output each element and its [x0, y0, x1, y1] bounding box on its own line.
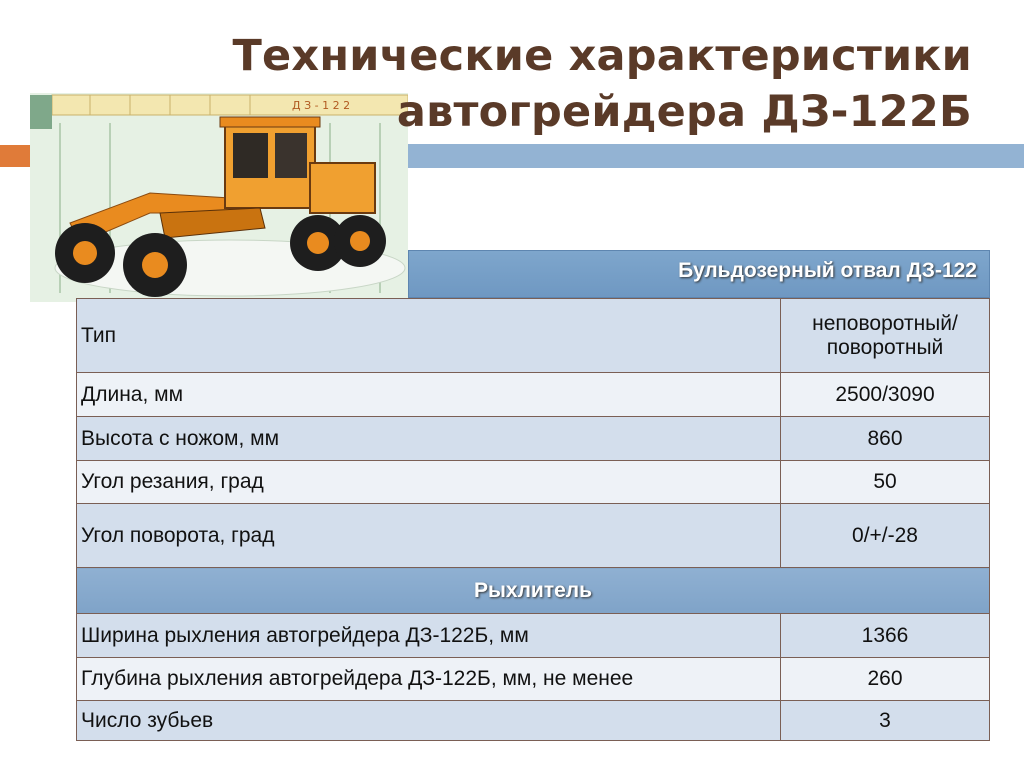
row-value-line1: неповоротный/	[812, 311, 958, 335]
accent-bar-orange	[0, 145, 30, 167]
row-value: 2500/3090	[781, 373, 990, 417]
row-label: Угол поворота, град	[77, 504, 781, 568]
page-title-line2: автогрейдера ДЗ-122Б	[396, 87, 972, 137]
table-row	[77, 701, 990, 741]
ripper-section-header	[77, 568, 990, 614]
row-value: 0/+/-28	[781, 504, 990, 568]
table-row	[77, 417, 990, 461]
table-row	[77, 373, 990, 417]
table-row	[77, 299, 990, 373]
row-value: 3	[781, 701, 990, 741]
row-value-line2: поворотный	[826, 335, 944, 359]
row-value: 260	[781, 658, 990, 701]
table-row	[77, 658, 990, 701]
row-value: 860	[781, 417, 990, 461]
row-value: 1366	[781, 614, 990, 658]
table-row	[77, 614, 990, 658]
row-label: Высота с ножом, мм	[77, 417, 781, 461]
blade-section-title: Бульдозерный отвал ДЗ-122	[678, 259, 977, 282]
page-title	[232, 28, 972, 140]
sign-text: Д З - 1 2 2	[292, 99, 351, 112]
table-row	[77, 461, 990, 504]
row-label: Длина, мм	[77, 373, 781, 417]
ripper-section-title: Рыхлитель	[77, 568, 990, 614]
row-value: 50	[781, 461, 990, 504]
spec-table	[76, 298, 990, 741]
blade-section-header	[408, 250, 990, 298]
row-label: Глубина рыхления автогрейдера ДЗ-122Б, мм, не менее	[77, 658, 781, 701]
row-label: Ширина рыхления автогрейдера ДЗ-122Б, мм	[77, 614, 781, 658]
table-row	[77, 504, 990, 568]
page-title-line1: Технические характеристики	[232, 31, 972, 81]
row-label: Угол резания, град	[77, 461, 781, 504]
row-label: Тип	[77, 299, 781, 373]
row-value	[781, 299, 990, 373]
accent-bar-blue	[407, 144, 1024, 168]
row-label: Число зубьев	[77, 701, 781, 741]
